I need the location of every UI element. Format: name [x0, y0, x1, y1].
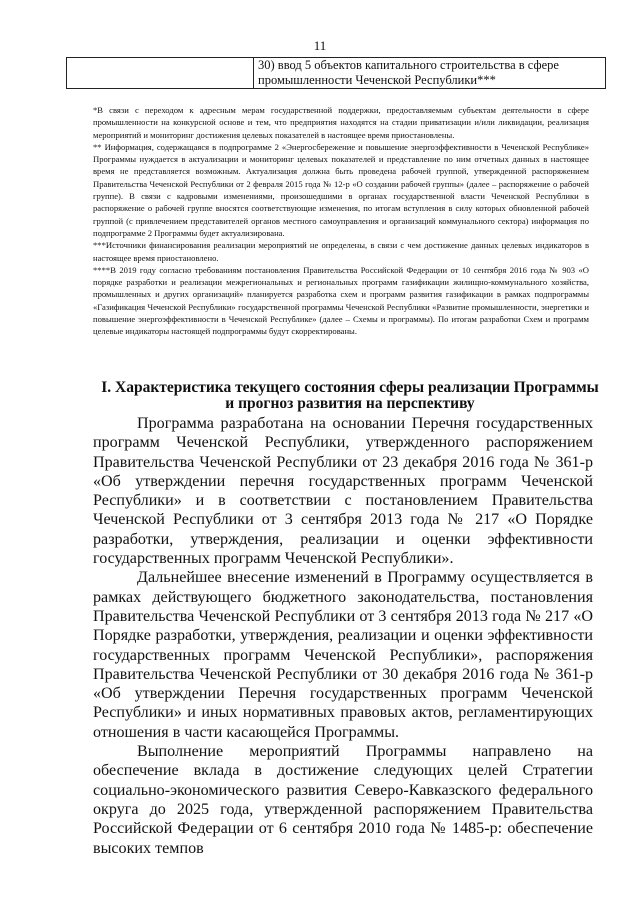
page-number: 11 — [313, 38, 327, 53]
section-heading-line-1: I. Характеристика текущего состояния сферы реализации Программы — [101, 379, 599, 396]
footnote-2: ** Информация, содержащаяся в подпрограмме 2 «Энергосбережение и повышение энергоэффективности в Чеченской Республике» Программы нуждается в актуализации и мониторинг целевых показателей и представление по ним отчетных данных в настоящее время не представляется возможным. Актуализация должна быть проведена рабочей группой, утвержденной распоряжением Правительства Чеченской Республики от 2 февраля 2015 года № 12-р «О создании рабочей группы» (далее – распоряжение о рабочей группе). В связи с кадровыми изменениями, произошедшими в органах государственной власти Чеченской Республики в распоряжение о рабочей группе вносятся соответствующие изменения, по итогам вступления в силу которых обновленной рабочей группой (с привлечением представителей органов местного самоуправления и организаций коммунального сектора) информация по подпрограмме 2 Программы будет актуализирована. — [93, 141, 589, 238]
paragraph-2: Дальнейшее внесение изменений в Программу осуществляется в рамках действующего бюджетного законодательства, постановления Правительства Чеченской Республики от 3 сентября 2013 года № 217 «О Порядке разработки, утверждения, реализации и оценки эффективности государственных программ Чеченской Республики», распоряжения Правительства Чеченской Республики от 30 декабря 2016 года № 361-р «Об утверждении Перечня государственных программ Чеченской Республики» и иных нормативных правовых актов, регламентирующих отношения в части касающейся Программы. — [93, 569, 593, 741]
footnotes — [93, 104, 589, 338]
paragraph-3: Выполнение мероприятий Программы направлено на обеспечение вклада в достижение следующих целей Стратегии социально-экономического развития Северо-Кавказского федерального округа до 2025 года, утвержденной распоряжением Правительства Российской Федерации от 6 сентября 2010 года № 1485-р: обеспечение высоких темпов — [93, 743, 593, 857]
indicators-table — [66, 57, 606, 89]
footnote-4: ****В 2019 году согласно требованиям постановления Правительства Российской Федерации от 10 сентября 2016 года № 903 «О порядке разработки и реализации межрегиональных и региональных программ газификации жилищно-коммунального хозяйства, промышленных и других организаций» планируется разработка схем и программ развития газификации в рамках подпрограммы «Газификация Чеченской Республики» государственной программы Чеченской Республики «Развитие промышленности, энергетики и повышение энергоэффективности в Чеченской Республике» (далее – Схемы и программы). По итогам разработки Схем и программ целевые индикаторы настоящей подпрограммы будут скорректированы. — [93, 264, 589, 337]
section-heading-line-2: и прогноз развития на перспективу — [225, 395, 475, 412]
body-text — [93, 414, 593, 858]
section-heading — [80, 380, 620, 412]
table-row — [67, 58, 606, 89]
table-cell-indicator: 30) ввод 5 объектов капитального строительства в сфере промышленности Чеченской Республики*** — [254, 58, 606, 89]
table-cell-empty — [67, 58, 254, 89]
paragraph-1: Программа разработана на основании Перечня государственных программ Чеченской Республики, утвержденного распоряжением Правительства Чеченской Республики от 23 декабря 2016 года № 361-р «Об утверждении перечня государственных программ Чеченской Республики» и в соответствии с постановлением Правительства Чеченской Республики от 3 сентября 2013 года № 217 «О Порядке разработки, утверждения, реализации и оценки эффективности государственных программ Чеченской Республики». — [93, 415, 593, 568]
footnote-3: ***Источники финансирования реализации мероприятий не определены, в связи с чем достижение данных целевых индикаторов в настоящее время приостановлено. — [93, 240, 589, 263]
footnote-1: *В связи с переходом к адресным мерам государственной поддержки, предоставляемым субъектам деятельности в сфере промышленности на конкурсной основе и тем, что предприятия находятся на стадии приватизации и/или ликвидации, реализация мероприятий и мониторинг достижения целевых показателей в настоящее время приостановлены. — [93, 105, 589, 140]
